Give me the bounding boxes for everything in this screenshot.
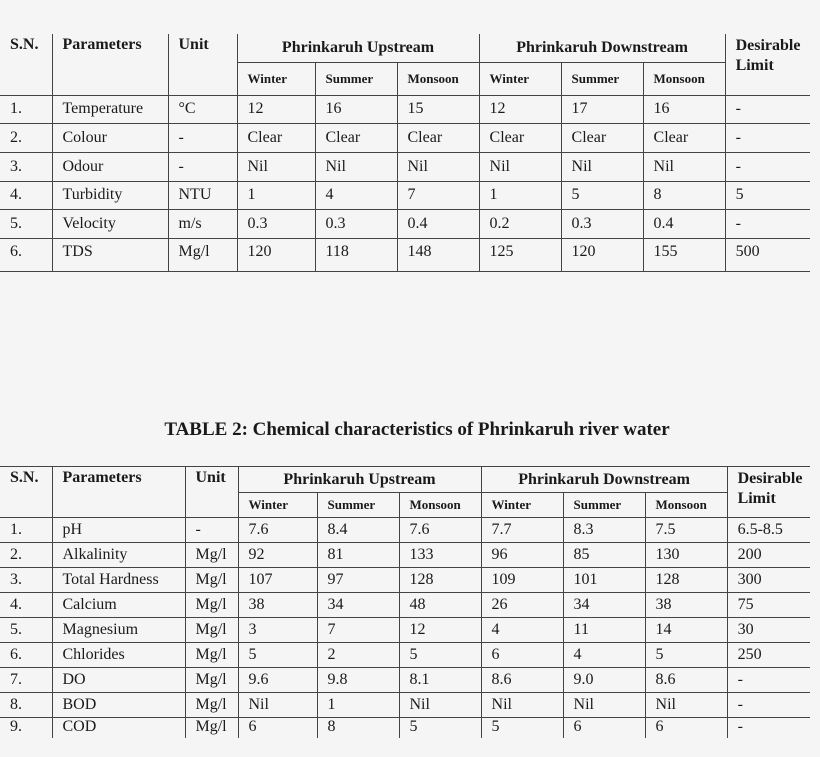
cell-up-monsoon: 8.1 <box>399 668 481 693</box>
cell-up-summer: Nil <box>315 152 397 181</box>
cell-limit: 250 <box>727 643 810 668</box>
table-row <box>0 668 810 693</box>
cell-up-monsoon: Clear <box>397 123 479 152</box>
header-sn: S.N. <box>0 467 52 518</box>
cell-down-summer: Nil <box>563 693 645 718</box>
cell-up-monsoon: 5 <box>399 643 481 668</box>
cell-down-winter: 96 <box>481 543 563 568</box>
cell-down-summer: 5 <box>561 181 643 209</box>
header-down-summer: Summer <box>561 62 643 95</box>
header-unit: Unit <box>185 467 238 518</box>
cell-unit: Mg/l <box>185 668 238 693</box>
cell-param: BOD <box>52 693 185 718</box>
cell-sn: 9. <box>10 718 22 735</box>
cell-down-summer: 0.3 <box>561 209 643 238</box>
cell-unit: Mg/l <box>185 593 238 618</box>
header-up-winter: Winter <box>238 493 317 518</box>
cell-down-summer: 85 <box>563 543 645 568</box>
cell-down-monsoon: 7.5 <box>645 518 727 543</box>
cell-up-summer: 81 <box>317 543 399 568</box>
cell-sn: 7. <box>0 668 52 693</box>
cell-up-winter: 38 <box>238 593 317 618</box>
cell-unit: °C <box>168 95 237 123</box>
cell-up-monsoon: 12 <box>399 618 481 643</box>
cell-down-summer: 8.3 <box>563 518 645 543</box>
cell-up-winter: 0.3 <box>237 209 315 238</box>
cell-sn: 4. <box>0 593 52 618</box>
cell-limit: - <box>727 668 810 693</box>
cell-down-winter: Nil <box>481 693 563 718</box>
cell-sn: 1. <box>0 95 52 123</box>
cell-sn: 2. <box>0 543 52 568</box>
cell-param: Alkalinity <box>52 543 185 568</box>
cell-up-winter: 92 <box>238 543 317 568</box>
cell-limit: - <box>725 209 810 238</box>
header-downstream: Phrinkaruh Downstream <box>479 34 725 62</box>
cell-sn: 6. <box>0 643 52 668</box>
cell-limit: - <box>725 95 810 123</box>
table-row <box>0 152 810 181</box>
cell-up-summer: 8.4 <box>317 518 399 543</box>
cell-down-winter: 8.6 <box>481 668 563 693</box>
table-row <box>0 181 810 209</box>
cell-down-winter: 7.7 <box>481 518 563 543</box>
cell-param: Odour <box>52 152 168 181</box>
cell-up-winter: 1 <box>237 181 315 209</box>
cell-limit: 300 <box>727 568 810 593</box>
cell-unit: Mg/l <box>185 543 238 568</box>
table-row <box>0 95 810 123</box>
cell-up-monsoon: 48 <box>399 593 481 618</box>
cell-down-monsoon: Nil <box>645 693 727 718</box>
header-up-summer: Summer <box>315 62 397 95</box>
cell-down-monsoon: 155 <box>643 238 725 271</box>
cell-down-winter: 125 <box>479 238 561 271</box>
cell-sn: 5. <box>0 618 52 643</box>
cell-limit: 500 <box>725 238 810 271</box>
cell-down-winter: 5 <box>481 718 563 738</box>
cell-up-monsoon: 148 <box>397 238 479 271</box>
cell-param: Turbidity <box>52 181 168 209</box>
table-row <box>0 718 810 738</box>
cell-limit: - <box>725 152 810 181</box>
cell-limit: 75 <box>727 593 810 618</box>
cell-down-summer: 34 <box>563 593 645 618</box>
cell-up-monsoon: 5 <box>399 718 481 738</box>
cell-unit: Mg/l <box>185 718 238 738</box>
table-row <box>0 618 810 643</box>
table-row <box>0 209 810 238</box>
cell-down-summer: Nil <box>561 152 643 181</box>
header-down-monsoon: Monsoon <box>643 62 725 95</box>
cell-up-summer: 4 <box>315 181 397 209</box>
cell-down-summer: 4 <box>563 643 645 668</box>
cell-down-monsoon: 8 <box>643 181 725 209</box>
cell-up-summer: 9.8 <box>317 668 399 693</box>
cell-unit: m/s <box>168 209 237 238</box>
cell-sn: 5. <box>0 209 52 238</box>
cell-down-monsoon: 0.4 <box>643 209 725 238</box>
header-up-monsoon: Monsoon <box>399 493 481 518</box>
table-row <box>0 593 810 618</box>
table-row <box>0 643 810 668</box>
cell-up-winter: 9.6 <box>238 668 317 693</box>
cell-up-summer: 7 <box>317 618 399 643</box>
cell-down-winter: 12 <box>479 95 561 123</box>
cell-up-monsoon: 15 <box>397 95 479 123</box>
cell-limit: - <box>725 123 810 152</box>
cell-down-winter: 1 <box>479 181 561 209</box>
header-down-monsoon: Monsoon <box>645 493 727 518</box>
cell-down-monsoon: 130 <box>645 543 727 568</box>
cell-up-winter: 6 <box>238 718 317 738</box>
table-row <box>0 693 810 718</box>
cell-param: pH <box>52 518 185 543</box>
cell-down-monsoon: 128 <box>645 568 727 593</box>
cell-unit: NTU <box>168 181 237 209</box>
cell-up-monsoon: 133 <box>399 543 481 568</box>
cell-param: Chlorides <box>52 643 185 668</box>
chemical-characteristics-table <box>0 466 810 738</box>
cell-up-winter: 5 <box>238 643 317 668</box>
cell-unit: Mg/l <box>185 618 238 643</box>
header-sn: S.N. <box>0 34 52 95</box>
cell-sn: 6. <box>0 238 52 271</box>
header-down-winter: Winter <box>481 493 563 518</box>
cell-down-monsoon: 6 <box>645 718 727 738</box>
cell-param: Total Hardness <box>52 568 185 593</box>
header-parameters: Parameters <box>52 467 185 518</box>
cell-up-monsoon: 0.4 <box>397 209 479 238</box>
cell-sn: 3. <box>0 152 52 181</box>
header-limit-line1: Desirable <box>735 37 801 54</box>
cell-param: TDS <box>52 238 168 271</box>
cell-down-monsoon: 38 <box>645 593 727 618</box>
header-unit: Unit <box>168 34 237 95</box>
cell-down-summer: 6 <box>563 718 645 738</box>
cell-up-monsoon: 7 <box>397 181 479 209</box>
cell-sn: 8. <box>0 693 52 718</box>
header-desirable-limit <box>725 34 810 95</box>
cell-down-summer: 11 <box>563 618 645 643</box>
cell-up-winter: 107 <box>238 568 317 593</box>
table-row <box>0 123 810 152</box>
cell-unit: Mg/l <box>168 238 237 271</box>
cell-up-winter: 3 <box>238 618 317 643</box>
cell-down-monsoon: 5 <box>645 643 727 668</box>
cell-down-winter: 26 <box>481 593 563 618</box>
cell-unit: Mg/l <box>185 643 238 668</box>
cell-up-summer: 118 <box>315 238 397 271</box>
cell-unit: Mg/l <box>185 693 238 718</box>
cell-unit: - <box>168 123 237 152</box>
header-parameters: Parameters <box>52 34 168 95</box>
header-downstream: Phrinkaruh Downstream <box>481 467 727 493</box>
header-limit-line2: Limit <box>735 57 774 74</box>
cell-sn: 4. <box>0 181 52 209</box>
cell-up-summer: 0.3 <box>315 209 397 238</box>
header-upstream: Phrinkaruh Upstream <box>238 467 481 493</box>
cell-up-monsoon: 128 <box>399 568 481 593</box>
cell-down-winter: 4 <box>481 618 563 643</box>
cell-limit: - <box>727 693 810 718</box>
header-down-summer: Summer <box>563 493 645 518</box>
cell-param: COD <box>52 718 185 738</box>
cell-down-winter: 6 <box>481 643 563 668</box>
cell-up-monsoon: 7.6 <box>399 518 481 543</box>
physical-characteristics-table <box>0 34 810 272</box>
cell-sn: 1. <box>0 518 52 543</box>
cell-up-monsoon: Nil <box>399 693 481 718</box>
cell-down-monsoon: 8.6 <box>645 668 727 693</box>
cell-param: DO <box>52 668 185 693</box>
table-row <box>0 518 810 543</box>
cell-down-summer: 9.0 <box>563 668 645 693</box>
table-row <box>0 543 810 568</box>
cell-up-summer: 97 <box>317 568 399 593</box>
header-desirable-limit <box>727 467 810 518</box>
header-down-winter: Winter <box>479 62 561 95</box>
cell-limit: 30 <box>727 618 810 643</box>
cell-up-summer: 16 <box>315 95 397 123</box>
cell-up-winter: 7.6 <box>238 518 317 543</box>
table2-caption: TABLE 2: Chemical characteristics of Phrinkaruh river water <box>164 419 670 440</box>
cell-limit: - <box>727 718 810 738</box>
header-upstream: Phrinkaruh Upstream <box>237 34 479 62</box>
cell-down-winter: Nil <box>479 152 561 181</box>
header-limit-line2: Limit <box>737 490 776 507</box>
cell-down-summer: Clear <box>561 123 643 152</box>
cell-down-summer: 120 <box>561 238 643 271</box>
cell-up-winter: Nil <box>238 693 317 718</box>
table-row <box>0 568 810 593</box>
cell-up-summer: Clear <box>315 123 397 152</box>
cell-param: Colour <box>52 123 168 152</box>
cell-down-monsoon: Nil <box>643 152 725 181</box>
cell-up-monsoon: Nil <box>397 152 479 181</box>
cell-limit: 5 <box>725 181 810 209</box>
cell-unit: - <box>185 518 238 543</box>
cell-up-winter: 12 <box>237 95 315 123</box>
cell-down-winter: 0.2 <box>479 209 561 238</box>
cell-down-summer: 101 <box>563 568 645 593</box>
cell-up-winter: Clear <box>237 123 315 152</box>
cell-up-winter: 120 <box>237 238 315 271</box>
cell-down-summer: 17 <box>561 95 643 123</box>
cell-sn: 2. <box>0 123 52 152</box>
cell-up-summer: 34 <box>317 593 399 618</box>
cell-unit: Mg/l <box>185 568 238 593</box>
cell-param: Velocity <box>52 209 168 238</box>
cell-down-monsoon: Clear <box>643 123 725 152</box>
cell-up-summer: 8 <box>317 718 399 738</box>
cell-param: Temperature <box>52 95 168 123</box>
cell-down-monsoon: 16 <box>643 95 725 123</box>
cell-up-summer: 2 <box>317 643 399 668</box>
cell-down-winter: 109 <box>481 568 563 593</box>
cell-sn: 3. <box>0 568 52 593</box>
header-up-monsoon: Monsoon <box>397 62 479 95</box>
header-up-winter: Winter <box>237 62 315 95</box>
cell-up-winter: Nil <box>237 152 315 181</box>
header-up-summer: Summer <box>317 493 399 518</box>
cell-down-winter: Clear <box>479 123 561 152</box>
cell-limit: 200 <box>727 543 810 568</box>
cell-param: Calcium <box>52 593 185 618</box>
cell-limit: 6.5-8.5 <box>727 518 810 543</box>
cell-up-summer: 1 <box>317 693 399 718</box>
header-limit-line1: Desirable <box>737 470 803 487</box>
cell-param: Magnesium <box>52 618 185 643</box>
cell-down-monsoon: 14 <box>645 618 727 643</box>
table-row <box>0 238 810 271</box>
cell-unit: - <box>168 152 237 181</box>
